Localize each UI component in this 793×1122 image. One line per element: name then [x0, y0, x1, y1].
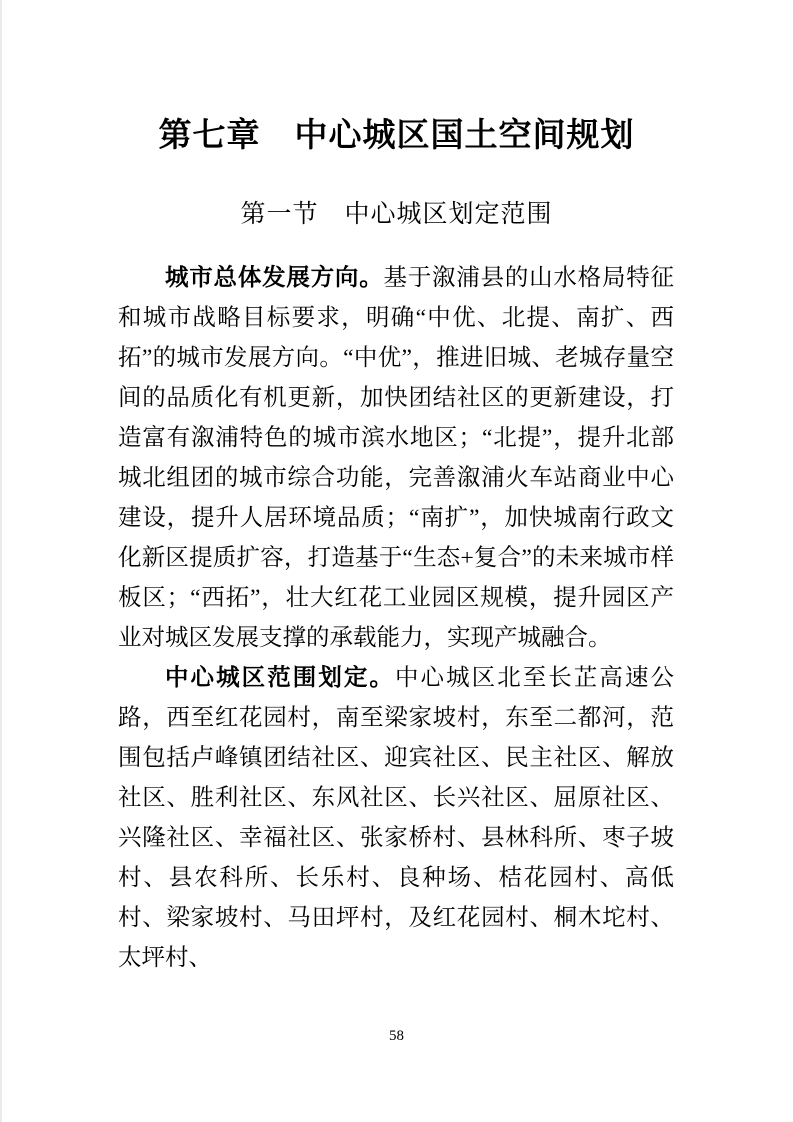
page-left-edge [0, 0, 2, 1122]
paragraph-central-area-delineation [118, 658, 674, 978]
section-title: 第一节 中心城区划定范围 [240, 200, 553, 228]
paragraph-lead-city-development: 城市总体发展方向。 [165, 265, 384, 291]
chapter-title: 第七章 中心城区国土空间规划 [158, 118, 635, 154]
paragraph-body-central-area: 中心城区北至长芷高速公路，西至红花园村，南至梁家坡村，东至二都河，范围包括卢峰镇团结社区、迎宾社区、民主社区、解放社区、胜利社区、东风社区、长兴社区、屈原社区、兴隆社区、幸福社区、张家桥村、县林科所、枣子坡村、县农科所、长乐村、良种场、桔花园村、高低村、梁家坡村、马田坪村，及红花园村、桐木坨村、太坪村、 [118, 665, 675, 971]
document-body [118, 258, 674, 978]
paragraph-body-city-development: 基于溆浦县的山水格局特征和城市战略目标要求，明确“中优、北提、南扩、西拓”的城市发展方向。“中优”，推进旧城、老城存量空间的品质化有机更新，加快团结社区的更新建设，打造富有溆浦特色的城市滨水地区；“北提”，提升北部城北组团的城市综合功能，完善溆浦火车站商业中心建设，提升人居环境品质；“南扩”，加快城南行政文化新区提质扩容，打造基于“生态+复合”的未来城市样板区；“西拓”，壮大红花工业园区规模，提升园区产业对城区发展支撑的承载能力，实现产城融合。 [118, 265, 675, 651]
paragraph-lead-central-area: 中心城区范围划定。 [165, 665, 395, 691]
page-number: 58 [389, 1028, 404, 1044]
paragraph-city-development [118, 258, 674, 658]
